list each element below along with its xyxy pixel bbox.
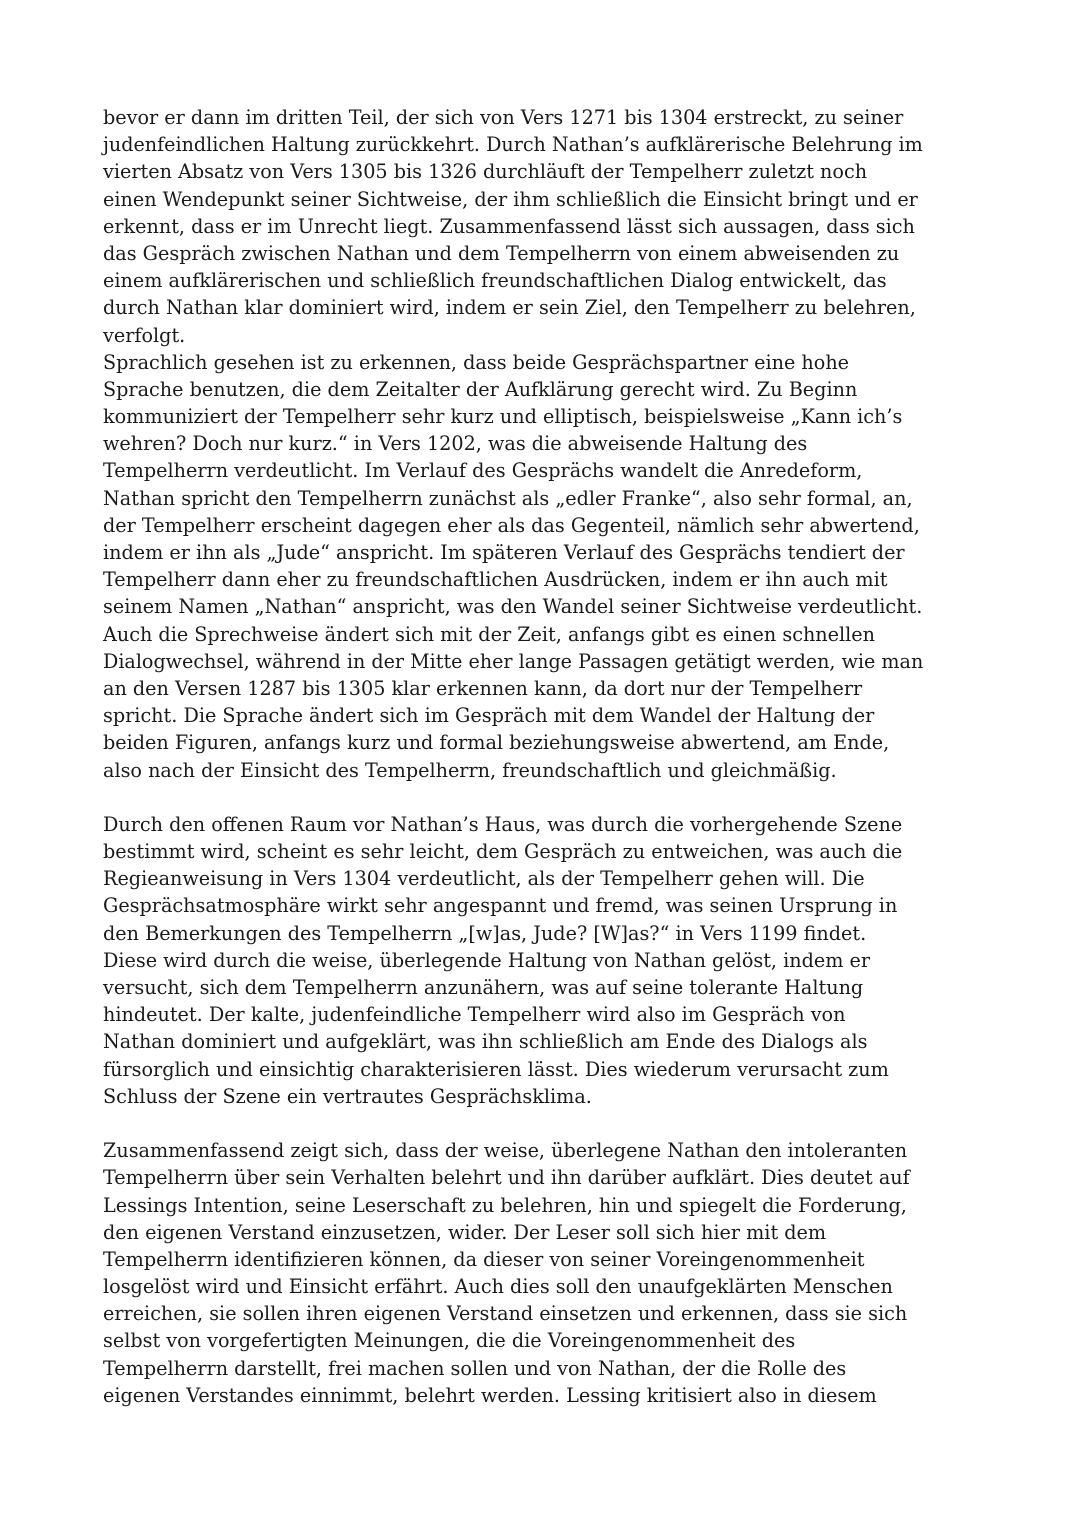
text-line: Dialogwechsel, während in der Mitte eher lange Passagen getätigt werden, wie man: [103, 649, 924, 673]
text-line: erkennt, dass er im Unrecht liegt. Zusammenfassend lässt sich aussagen, dass sich: [103, 214, 915, 238]
text-line: indem er ihn als „Jude“ anspricht. Im späteren Verlauf des Gesprächs tendiert der: [103, 541, 905, 564]
text-line: eigenen Verstandes einnimmt, belehrt werden. Lessing kritisiert also in diesem: [103, 1383, 877, 1407]
text-line: vierten Absatz von Vers 1305 bis 1326 durchläuft der Tempelherr zuletzt noch: [103, 160, 868, 184]
text-line: hindeutet. Der kalte, judenfeindliche Tempelherr wird also im Gespräch von: [103, 1003, 846, 1027]
text-line: kommuniziert der Tempelherr sehr kurz und elliptisch, beispielsweise „Kann ich’s: [103, 405, 903, 429]
body-text: [103, 104, 923, 1409]
paragraph-spacer: [103, 784, 923, 811]
text-line: bevor er dann im dritten Teil, der sich von Vers 1271 bis 1304 erstreckt, zu seiner: [103, 106, 904, 129]
text-line: spricht. Die Sprache ändert sich im Gespräch mit dem Wandel der Haltung der: [103, 704, 875, 728]
text-line: den eigenen Verstand einzusetzen, wider. Der Leser soll sich hier mit dem: [103, 1220, 827, 1244]
text-line: also nach der Einsicht des Tempelherrn, freundschaftlich und gleichmäßig.: [103, 758, 837, 782]
paragraph-1: [103, 104, 923, 349]
text-line: judenfeindlichen Haltung zurückkehrt. Durch Nathan’s aufklärerische Belehrung im: [103, 133, 923, 157]
text-line: wehren? Doch nur kurz.“ in Vers 1202, was die abweisende Haltung des: [103, 432, 808, 456]
text-line: beiden Figuren, anfangs kurz und formal beziehungsweise abwertend, am Ende,: [103, 731, 890, 755]
text-line: erreichen, sie sollen ihren eigenen Verstand einsetzen und erkennen, dass sie sich: [103, 1302, 908, 1326]
text-line: fürsorglich und einsichtig charakterisieren lässt. Dies wiederum verursacht zum: [103, 1057, 889, 1081]
paragraph-2: [103, 349, 923, 784]
text-line: Diese wird durch die weise, überlegende Haltung von Nathan gelöst, indem er: [103, 948, 871, 972]
text-line: Auch die Sprechweise ändert sich mit der Zeit, anfangs gibt es einen schnellen: [103, 622, 875, 646]
text-line: Tempelherrn über sein Verhalten belehrt und ihn darüber aufklärt. Dies deutet auf: [103, 1166, 910, 1190]
text-line: der Tempelherr erscheint dagegen eher als das Gegenteil, nämlich sehr abwertend,: [103, 513, 920, 537]
text-line: losgelöst wird und Einsicht erfährt. Auch dies soll den unaufgeklärten Menschen: [103, 1275, 893, 1299]
text-line: einem aufklärerischen und schließlich freundschaftlichen Dialog entwickelt, das: [103, 269, 887, 293]
text-line: Tempelherr dann eher zu freundschaftlichen Ausdrücken, indem er ihn auch mit: [103, 568, 888, 592]
text-line: das Gespräch zwischen Nathan und dem Tempelherrn von einem abweisenden zu: [103, 241, 900, 265]
text-line: Tempelherrn identifizieren können, da dieser von seiner Voreingenommenheit: [103, 1247, 865, 1271]
text-line: Tempelherrn darstellt, frei machen sollen und von Nathan, der die Rolle des: [103, 1356, 847, 1380]
paragraph-spacer: [103, 1110, 923, 1137]
text-line: bestimmt wird, scheint es sehr leicht, dem Gespräch zu entweichen, was auch die: [103, 840, 903, 864]
paragraph-4: [103, 1137, 923, 1409]
text-line: verfolgt.: [103, 323, 186, 347]
text-line: durch Nathan klar dominiert wird, indem er sein Ziel, den Tempelherr zu belehren,: [103, 296, 916, 320]
text-line: an den Versen 1287 bis 1305 klar erkennen kann, da dort nur der Tempelherr: [103, 676, 863, 700]
text-line: Lessings Intention, seine Leserschaft zu belehren, hin und spiegelt die Forderung,: [103, 1193, 907, 1217]
text-line: selbst von vorgefertigten Meinungen, die die Voreingenommenheit des: [103, 1329, 796, 1353]
text-line: Nathan spricht den Tempelherrn zunächst als „edler Franke“, also sehr formal, an,: [103, 486, 913, 510]
text-line: Nathan dominiert und aufgeklärt, was ihn schließlich am Ende des Dialogs als: [103, 1030, 868, 1054]
text-line: Gesprächsatmosphäre wirkt sehr angespannt und fremd, was seinen Ursprung in: [103, 894, 898, 918]
text-line: Schluss der Szene ein vertrautes Gesprächsklima.: [103, 1084, 592, 1108]
paragraph-3: [103, 811, 923, 1110]
text-line: einen Wendepunkt seiner Sichtweise, der ihm schließlich die Einsicht bringt und er: [103, 187, 918, 211]
text-line: Zusammenfassend zeigt sich, dass der weise, überlegene Nathan den intoleranten: [103, 1139, 908, 1163]
text-line: Sprache benutzen, die dem Zeitalter der Aufklärung gerecht wird. Zu Beginn: [103, 377, 858, 401]
text-line: Durch den offenen Raum vor Nathan’s Haus, was durch die vorhergehende Szene: [103, 812, 903, 836]
text-line: seinem Namen „Nathan“ anspricht, was den Wandel seiner Sichtweise verdeutlicht.: [103, 595, 923, 619]
text-line: Tempelherrn verdeutlicht. Im Verlauf des Gesprächs wandelt die Anredeform,: [103, 459, 863, 483]
text-line: versucht, sich dem Tempelherrn anzunähern, was auf seine tolerante Haltung: [103, 976, 864, 999]
text-line: Regieanweisung in Vers 1304 verdeutlicht, als der Tempelherr gehen will. Die: [103, 867, 865, 891]
text-line: den Bemerkungen des Tempelherrn „[w]as, Jude? [W]as?“ in Vers 1199 findet.: [103, 921, 867, 945]
text-line: Sprachlich gesehen ist zu erkennen, dass beide Gesprächspartner eine hohe: [103, 350, 850, 374]
